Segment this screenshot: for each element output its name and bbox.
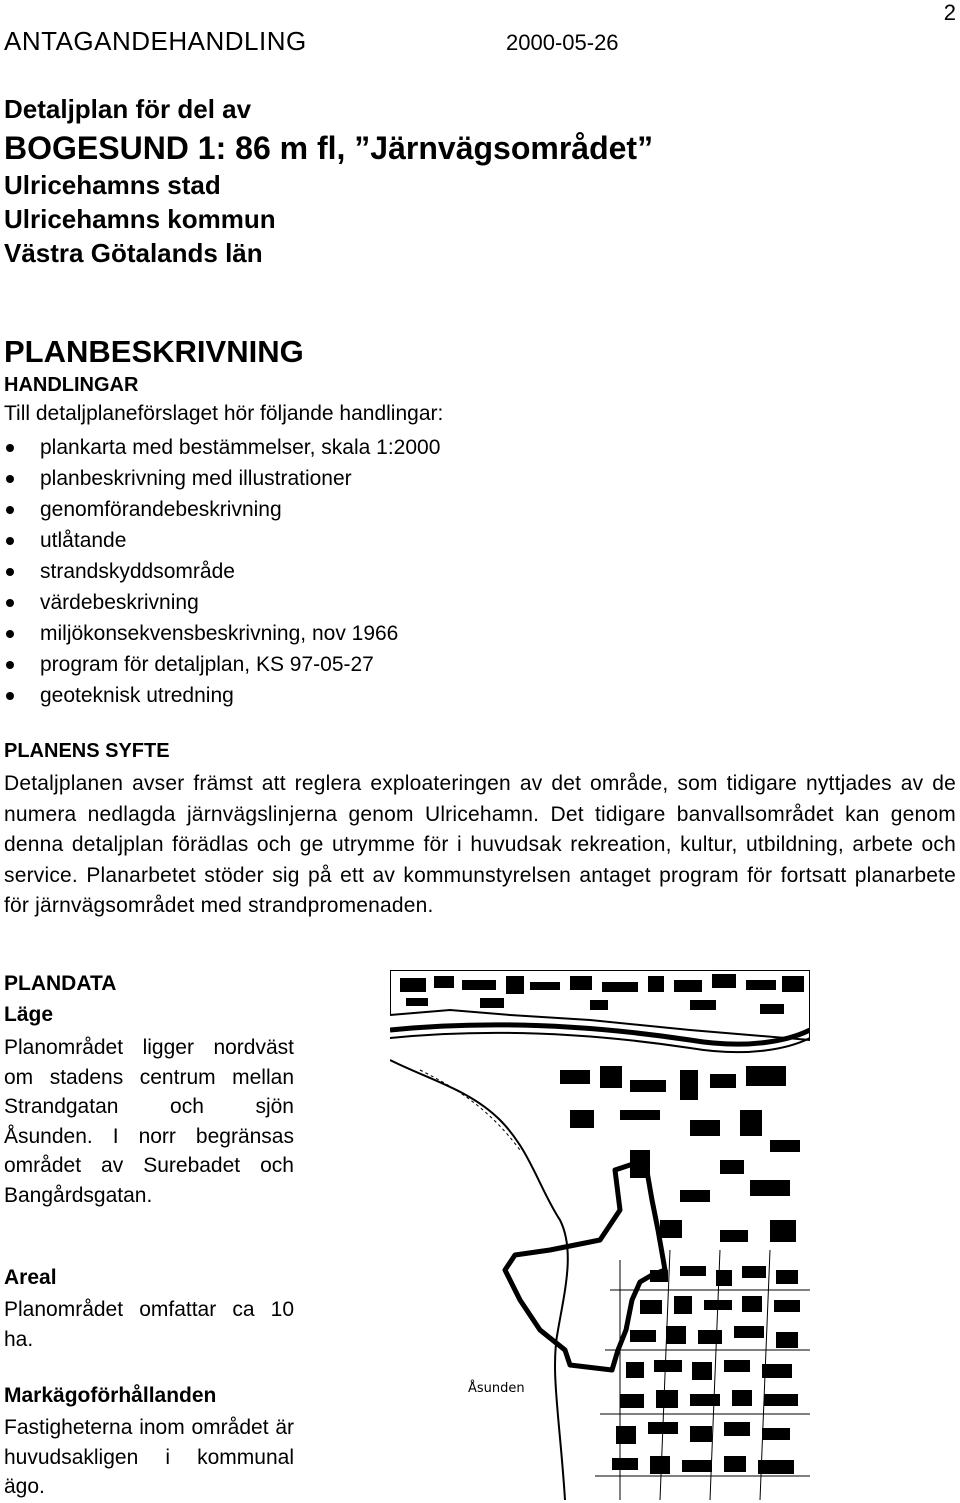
location-map — [390, 970, 810, 1500]
list-item: genomförandebeskrivning — [0, 494, 440, 525]
title-line-1: Detaljplan för del av — [4, 94, 252, 124]
title-line-4: Ulricehamns kommun — [4, 204, 276, 234]
bullet-icon — [6, 692, 14, 700]
handlingar-intro: Till detaljplaneförslaget hör följande handlingar: — [4, 402, 444, 425]
heading-lage: Läge — [4, 1003, 54, 1026]
bullet-icon — [6, 475, 14, 483]
heading-markagoforhallanden: Markägoförhållanden — [4, 1384, 217, 1407]
map-town-south — [612, 1266, 800, 1474]
title-line-3: Ulricehamns stad — [4, 170, 221, 200]
bullet-icon — [6, 599, 14, 607]
list-item: geoteknisk utredning — [0, 680, 440, 711]
syfte-paragraph: Detaljplanen avser främst att reglera exploateringen av det område, som tidigare nyttjades av de numera nedlagda järnvägslinjerna genom Ulricehamn. Det tidigare banvallsområdet kan genom denna detaljplan förädlas och ge utrymme för i huvudsak rekreation, kultur, utbildning, arbete och service. Planarbetet stöder sig på ett av kommunstyrelsen antaget program för fortsatt planarbete för järnvägsområdet med strandpromenaden. — [4, 772, 956, 917]
page-number: 2 — [943, 0, 956, 25]
documents-list — [0, 432, 440, 711]
title-line-5: Västra Götalands län — [4, 238, 263, 268]
bullet-icon — [6, 506, 14, 514]
section-heading-planbeskrivning: PLANBESKRIVNING — [4, 334, 304, 369]
heading-handlingar: HANDLINGAR — [4, 374, 139, 396]
list-item: plankarta med bestämmelser, skala 1:2000 — [0, 432, 440, 463]
heading-planens-syfte: PLANENS SYFTE — [4, 740, 170, 762]
heading-areal: Areal — [4, 1266, 57, 1289]
list-item: utlåtande — [0, 525, 440, 556]
list-item: planbeskrivning med illustrationer — [0, 463, 440, 494]
bullet-icon — [6, 630, 14, 638]
map-shoreline — [390, 1060, 568, 1500]
map-lake-label: Åsunden — [468, 1381, 525, 1396]
markagoforhallanden-paragraph: Fastigheterna inom området är huvudsakligen i kommunal ägo. — [4, 1416, 294, 1498]
areal-paragraph: Planområdet omfattar ca 10 ha. — [4, 1298, 294, 1351]
list-item: program för detaljplan, KS 97-05-27 — [0, 649, 440, 680]
bullet-icon — [6, 661, 14, 669]
bullet-icon — [6, 444, 14, 452]
list-item: värdebeskrivning — [0, 587, 440, 618]
title-block — [4, 92, 653, 270]
map-buildings-east — [560, 1066, 800, 1242]
heading-plandata: PLANDATA — [4, 972, 117, 995]
bullet-icon — [6, 568, 14, 576]
document-date: 2000-05-26 — [506, 30, 619, 55]
list-item: strandskyddsområde — [0, 556, 440, 587]
title-line-2: BOGESUND 1: 86 m fl, ”Järnvägsområdet” — [4, 130, 654, 166]
list-item: miljökonsekvensbeskrivning, nov 1966 — [0, 618, 440, 649]
lage-paragraph: Planområdet ligger nordväst om stadens centrum mellan Strandgatan och sjön Åsunden. I norr begränsas området av Surebadet och Bangårdsgatan. — [4, 1036, 294, 1207]
document-type: ANTAGANDEHANDLING — [4, 26, 307, 56]
bullet-icon — [6, 537, 14, 545]
